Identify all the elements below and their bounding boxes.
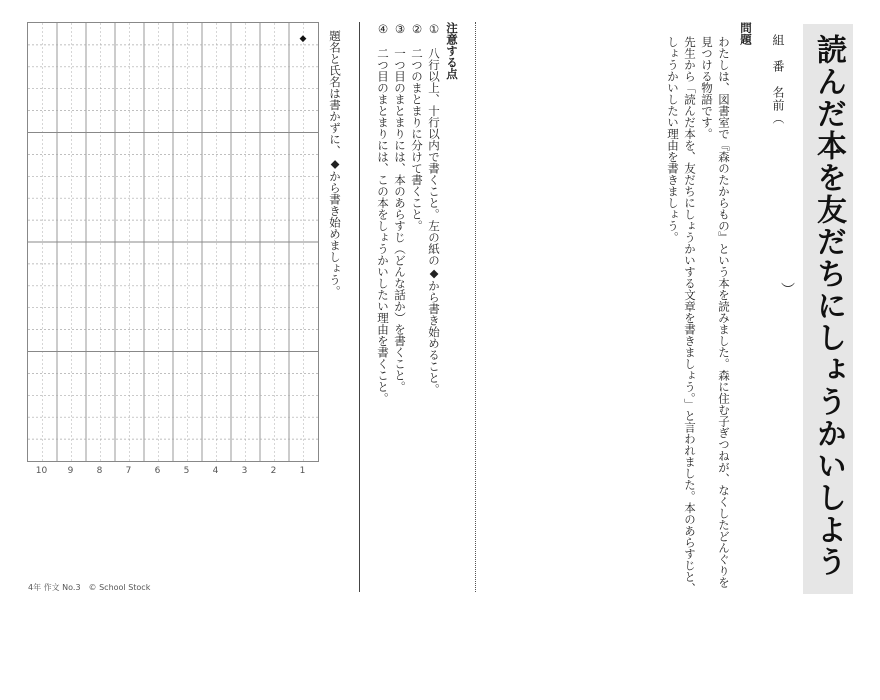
grid-column-number: 2	[270, 466, 277, 476]
grid-instruction: 題名と氏名は書かずに、◆から書き始めましょう。	[328, 30, 342, 297]
writing-grid[interactable]	[27, 22, 319, 462]
grid-column-number: 10	[35, 466, 48, 476]
start-marker: ◆	[299, 33, 307, 44]
note-item: ③ 一つ目のまとまりには、本のあらすじ（どんな話か）を書くこと。	[393, 22, 407, 393]
solid-divider	[359, 22, 360, 592]
grid-column-number: 6	[154, 466, 161, 476]
notes-heading: 注意する点	[445, 22, 459, 80]
notes-list	[374, 22, 442, 442]
name-line-label: 組 番 名前（	[771, 34, 785, 125]
grid-column-number: 7	[125, 466, 132, 476]
footer-credit: 4年 作文 No.3 © School Stock	[28, 583, 151, 592]
grid-column-number: 8	[96, 466, 103, 476]
dotted-divider	[475, 22, 476, 592]
grid-column-numbers	[27, 466, 319, 480]
page-title: 読んだ本を友だちにしょうかいしよう	[811, 34, 846, 578]
title-band	[803, 24, 853, 594]
grid-column-number: 5	[183, 466, 190, 476]
grid-column-number: 1	[299, 466, 306, 476]
note-item: ④ 二つ目のまとまりには、この本をしょうかいしたい理由を書くこと。	[376, 22, 390, 404]
grid-column-number: 3	[241, 466, 248, 476]
name-line-close: ）	[779, 282, 795, 296]
note-item: ① 八行以上、十行以内で書くこと。左の紙の◆から書き始めること。	[427, 22, 441, 395]
problem-line: わたしは、図書室で『森のたからもの』という本を読みました。森に住む子ぎつねが、なくしたどんぐりを見つける物語です。	[700, 36, 731, 588]
problem-heading: 問題	[739, 22, 753, 45]
grid-column-number: 9	[67, 466, 74, 476]
note-item: ② 二つのまとまりに分けて書くこと。	[410, 22, 424, 232]
problem-line: 先生から「読んだ本を、友だちにしょうかいする文章を書きましょう。」と言われました。本のあらすじと、しょうかいしたい理由を書きましょう。	[666, 36, 697, 594]
grid-column-number: 4	[212, 466, 219, 476]
problem-text	[664, 36, 732, 596]
